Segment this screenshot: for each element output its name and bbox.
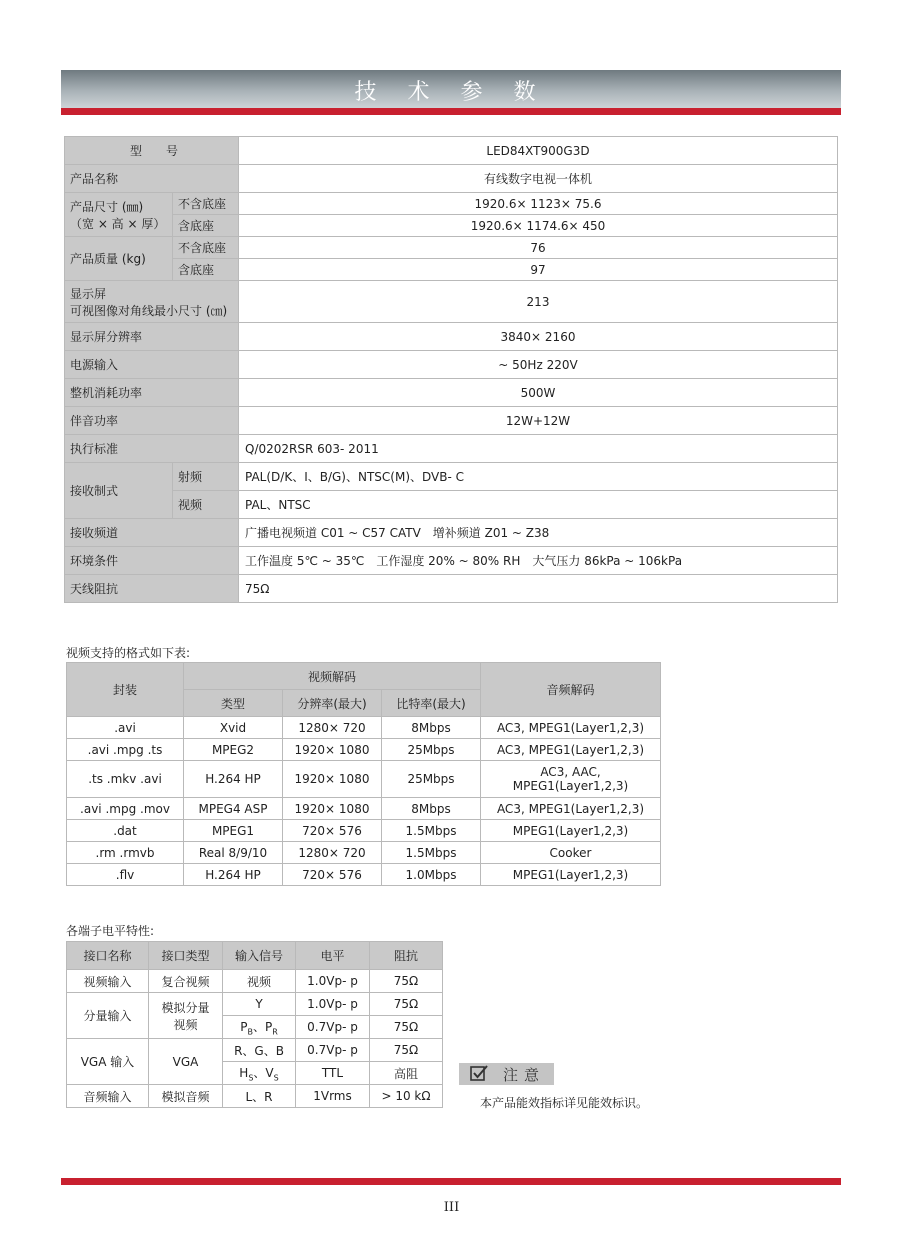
format-container: .dat: [67, 820, 184, 842]
header-port-name: 接口名称: [67, 942, 149, 970]
max-bitrate: 25Mbps: [382, 761, 481, 798]
model-label: 型 号: [65, 137, 239, 165]
video-type: Real 8/9/10: [184, 842, 283, 864]
table-row: [67, 1039, 443, 1062]
header-resolution: 分辨率(最大): [283, 690, 382, 717]
weight-with-base-value: 97: [239, 259, 838, 281]
header-divider: [61, 108, 841, 115]
consumption-label: 整机消耗功率: [65, 379, 239, 407]
format-container: .ts .mkv .avi: [67, 761, 184, 798]
max-resolution: 1920× 1080: [283, 798, 382, 820]
screen-label: [65, 281, 239, 323]
vs-letter: V: [265, 1065, 274, 1080]
impedance: 75Ω: [370, 1016, 443, 1039]
input-signal: [223, 1062, 296, 1085]
header-bitrate: 比特率(最大): [382, 690, 481, 717]
standard-value: Q/0202RSR 603- 2011: [239, 435, 838, 463]
input-signal: [223, 1016, 296, 1039]
audio-power-label: 伴音功率: [65, 407, 239, 435]
spec-table: [64, 136, 838, 603]
size-without-base-value: 1920.6× 1123× 75.6: [239, 193, 838, 215]
pr-letter: P: [264, 1019, 273, 1034]
table-row: [67, 717, 661, 739]
impedance: 75Ω: [370, 1039, 443, 1062]
pb-letter: P: [240, 1019, 248, 1034]
screen-label-line1: 显示屏: [70, 286, 107, 301]
ports-table: [66, 941, 443, 1108]
level: 0.7Vp- p: [296, 1016, 370, 1039]
port-type: 模拟分量视频: [149, 993, 223, 1039]
notice-text: 本产品能效指标详见能效标识。: [480, 1096, 649, 1110]
video-label: 视频: [173, 491, 239, 519]
header-level: 电平: [296, 942, 370, 970]
video-value: PAL、NTSC: [239, 491, 838, 519]
port-name: 视频输入: [67, 970, 149, 993]
standard-label: 执行标准: [65, 435, 239, 463]
audio-power-value: 12W+12W: [239, 407, 838, 435]
formats-body: [67, 717, 661, 886]
weight-without-base-label: 不含底座: [173, 237, 239, 259]
weight-with-base-label: 含底座: [173, 259, 239, 281]
pr-subscript: R: [272, 1027, 278, 1037]
header-port-type: 接口类型: [149, 942, 223, 970]
antenna-value: 75Ω: [239, 575, 838, 603]
table-row: [65, 547, 838, 575]
table-row: [67, 1085, 443, 1108]
audio-decode: AC3, AAC, MPEG1(Layer1,2,3): [481, 761, 661, 798]
table-row: [67, 739, 661, 761]
antenna-label: 天线阻抗: [65, 575, 239, 603]
channel-label: 接收频道: [65, 519, 239, 547]
notice-title: 注意: [503, 1066, 546, 1084]
name-label: 产品名称: [65, 165, 239, 193]
port-name: VGA 输入: [67, 1039, 149, 1085]
level: 1Vrms: [296, 1085, 370, 1108]
format-container: .avi .mpg .mov: [67, 798, 184, 820]
channel-value: 广播电视频道 C01 ~ C57 CATV 增补频道 Z01 ~ Z38: [239, 519, 838, 547]
header-audio-decode: 音频解码: [481, 663, 661, 717]
table-row: [65, 259, 838, 281]
header-type: 类型: [184, 690, 283, 717]
max-bitrate: 1.5Mbps: [382, 820, 481, 842]
pb-subscript: B: [247, 1027, 253, 1037]
hs-letter: H: [239, 1065, 249, 1080]
audio-decode: MPEG1(Layer1,2,3): [481, 820, 661, 842]
max-resolution: 1920× 1080: [283, 739, 382, 761]
max-resolution: 1280× 720: [283, 717, 382, 739]
max-resolution: 1920× 1080: [283, 761, 382, 798]
format-container: .flv: [67, 864, 184, 886]
level: TTL: [296, 1062, 370, 1085]
video-type: MPEG1: [184, 820, 283, 842]
table-row: [65, 575, 838, 603]
table-row: [67, 798, 661, 820]
consumption-value: 500W: [239, 379, 838, 407]
table-header-row: [67, 663, 661, 690]
video-type: H.264 HP: [184, 864, 283, 886]
header-band: [61, 70, 841, 108]
checkbox-icon: [469, 1064, 489, 1086]
table-row: [65, 379, 838, 407]
page-title: 技 术 参 数: [354, 80, 548, 105]
name-value: 有线数字电视一体机: [239, 165, 838, 193]
size-with-base-value: 1920.6× 1174.6× 450: [239, 215, 838, 237]
header-impedance: 阻抗: [370, 942, 443, 970]
max-resolution: 1280× 720: [283, 842, 382, 864]
audio-decode: AC3, MPEG1(Layer1,2,3): [481, 717, 661, 739]
impedance: > 10 kΩ: [370, 1085, 443, 1108]
formats-caption: 视频支持的格式如下表:: [66, 646, 191, 660]
page-number: III: [443, 1200, 460, 1215]
vs-subscript: S: [273, 1073, 279, 1083]
input-signal: 视频: [223, 970, 296, 993]
rf-value: PAL(D/K、I、B/G)、NTSC(M)、DVB- C: [239, 463, 838, 491]
table-row: [67, 761, 661, 798]
formats-table: [66, 662, 661, 886]
table-row: [65, 463, 838, 491]
input-signal: R、G、B: [223, 1039, 296, 1062]
weight-without-base-value: 76: [239, 237, 838, 259]
table-row: [65, 237, 838, 259]
table-row: [65, 165, 838, 193]
table-row: [65, 193, 838, 215]
size-label-line2: （宽 × 高 × 厚）: [70, 216, 166, 231]
format-container: .avi: [67, 717, 184, 739]
audio-decode: AC3, MPEG1(Layer1,2,3): [481, 739, 661, 761]
port-name: 音频输入: [67, 1085, 149, 1108]
audio-decode: MPEG1(Layer1,2,3): [481, 864, 661, 886]
table-row: [65, 351, 838, 379]
header-video-decode: 视频解码: [184, 663, 481, 690]
table-row: [65, 407, 838, 435]
model-value: LED84XT900G3D: [239, 137, 838, 165]
input-signal: Y: [223, 993, 296, 1016]
table-row: [65, 491, 838, 519]
table-row: [67, 864, 661, 886]
table-row: [65, 323, 838, 351]
port-type: 复合视频: [149, 970, 223, 993]
level: 0.7Vp- p: [296, 1039, 370, 1062]
notice-badge: [459, 1063, 554, 1085]
table-row: [65, 435, 838, 463]
audio-decode: AC3, MPEG1(Layer1,2,3): [481, 798, 661, 820]
port-type: VGA: [149, 1039, 223, 1085]
weight-label: 产品质量 (kg): [65, 237, 173, 281]
max-bitrate: 1.0Mbps: [382, 864, 481, 886]
resolution-label: 显示屏分辨率: [65, 323, 239, 351]
power-value: ~ 50Hz 220V: [239, 351, 838, 379]
env-label: 环境条件: [65, 547, 239, 575]
ports-caption: 各端子电平特性:: [66, 924, 155, 938]
power-label: 电源输入: [65, 351, 239, 379]
port-name: 分量输入: [67, 993, 149, 1039]
impedance: 75Ω: [370, 993, 443, 1016]
size-with-base-label: 含底座: [173, 215, 239, 237]
format-container: .avi .mpg .ts: [67, 739, 184, 761]
level: 1.0Vp- p: [296, 970, 370, 993]
table-row: [65, 281, 838, 323]
table-row: [67, 993, 443, 1016]
table-row: [65, 215, 838, 237]
env-value: 工作温度 5℃ ~ 35℃ 工作湿度 20% ~ 80% RH 大气压力 86kPa ~ 106kPa: [239, 547, 838, 575]
input-signal: L、R: [223, 1085, 296, 1108]
level: 1.0Vp- p: [296, 993, 370, 1016]
max-bitrate: 1.5Mbps: [382, 842, 481, 864]
video-type: MPEG2: [184, 739, 283, 761]
video-type: MPEG4 ASP: [184, 798, 283, 820]
video-type: Xvid: [184, 717, 283, 739]
table-row: [65, 519, 838, 547]
size-without-base-label: 不含底座: [173, 193, 239, 215]
header-container: 封装: [67, 663, 184, 717]
table-row: [67, 970, 443, 993]
screen-value: 213: [239, 281, 838, 323]
resolution-value: 3840× 2160: [239, 323, 838, 351]
table-row: [65, 137, 838, 165]
size-label-line1: 产品尺寸 (㎜): [70, 199, 144, 214]
table-row: [67, 820, 661, 842]
separator: 、: [253, 1065, 266, 1080]
format-container: .rm .rmvb: [67, 842, 184, 864]
max-bitrate: 8Mbps: [382, 798, 481, 820]
header-input-signal: 输入信号: [223, 942, 296, 970]
max-resolution: 720× 576: [283, 820, 382, 842]
table-row: [67, 842, 661, 864]
video-type: H.264 HP: [184, 761, 283, 798]
audio-decode: Cooker: [481, 842, 661, 864]
table-header-row: [67, 942, 443, 970]
screen-label-line2: 可视图像对角线最小尺寸 (㎝): [70, 303, 228, 318]
impedance: 高阻: [370, 1062, 443, 1085]
separator: 、: [252, 1019, 265, 1034]
footer-divider: [61, 1178, 841, 1185]
port-type: 模拟音频: [149, 1085, 223, 1108]
rf-label: 射频: [173, 463, 239, 491]
max-bitrate: 8Mbps: [382, 717, 481, 739]
max-resolution: 720× 576: [283, 864, 382, 886]
hs-subscript: S: [248, 1073, 254, 1083]
impedance: 75Ω: [370, 970, 443, 993]
receive-label: 接收制式: [65, 463, 173, 519]
size-label: [65, 193, 173, 237]
max-bitrate: 25Mbps: [382, 739, 481, 761]
